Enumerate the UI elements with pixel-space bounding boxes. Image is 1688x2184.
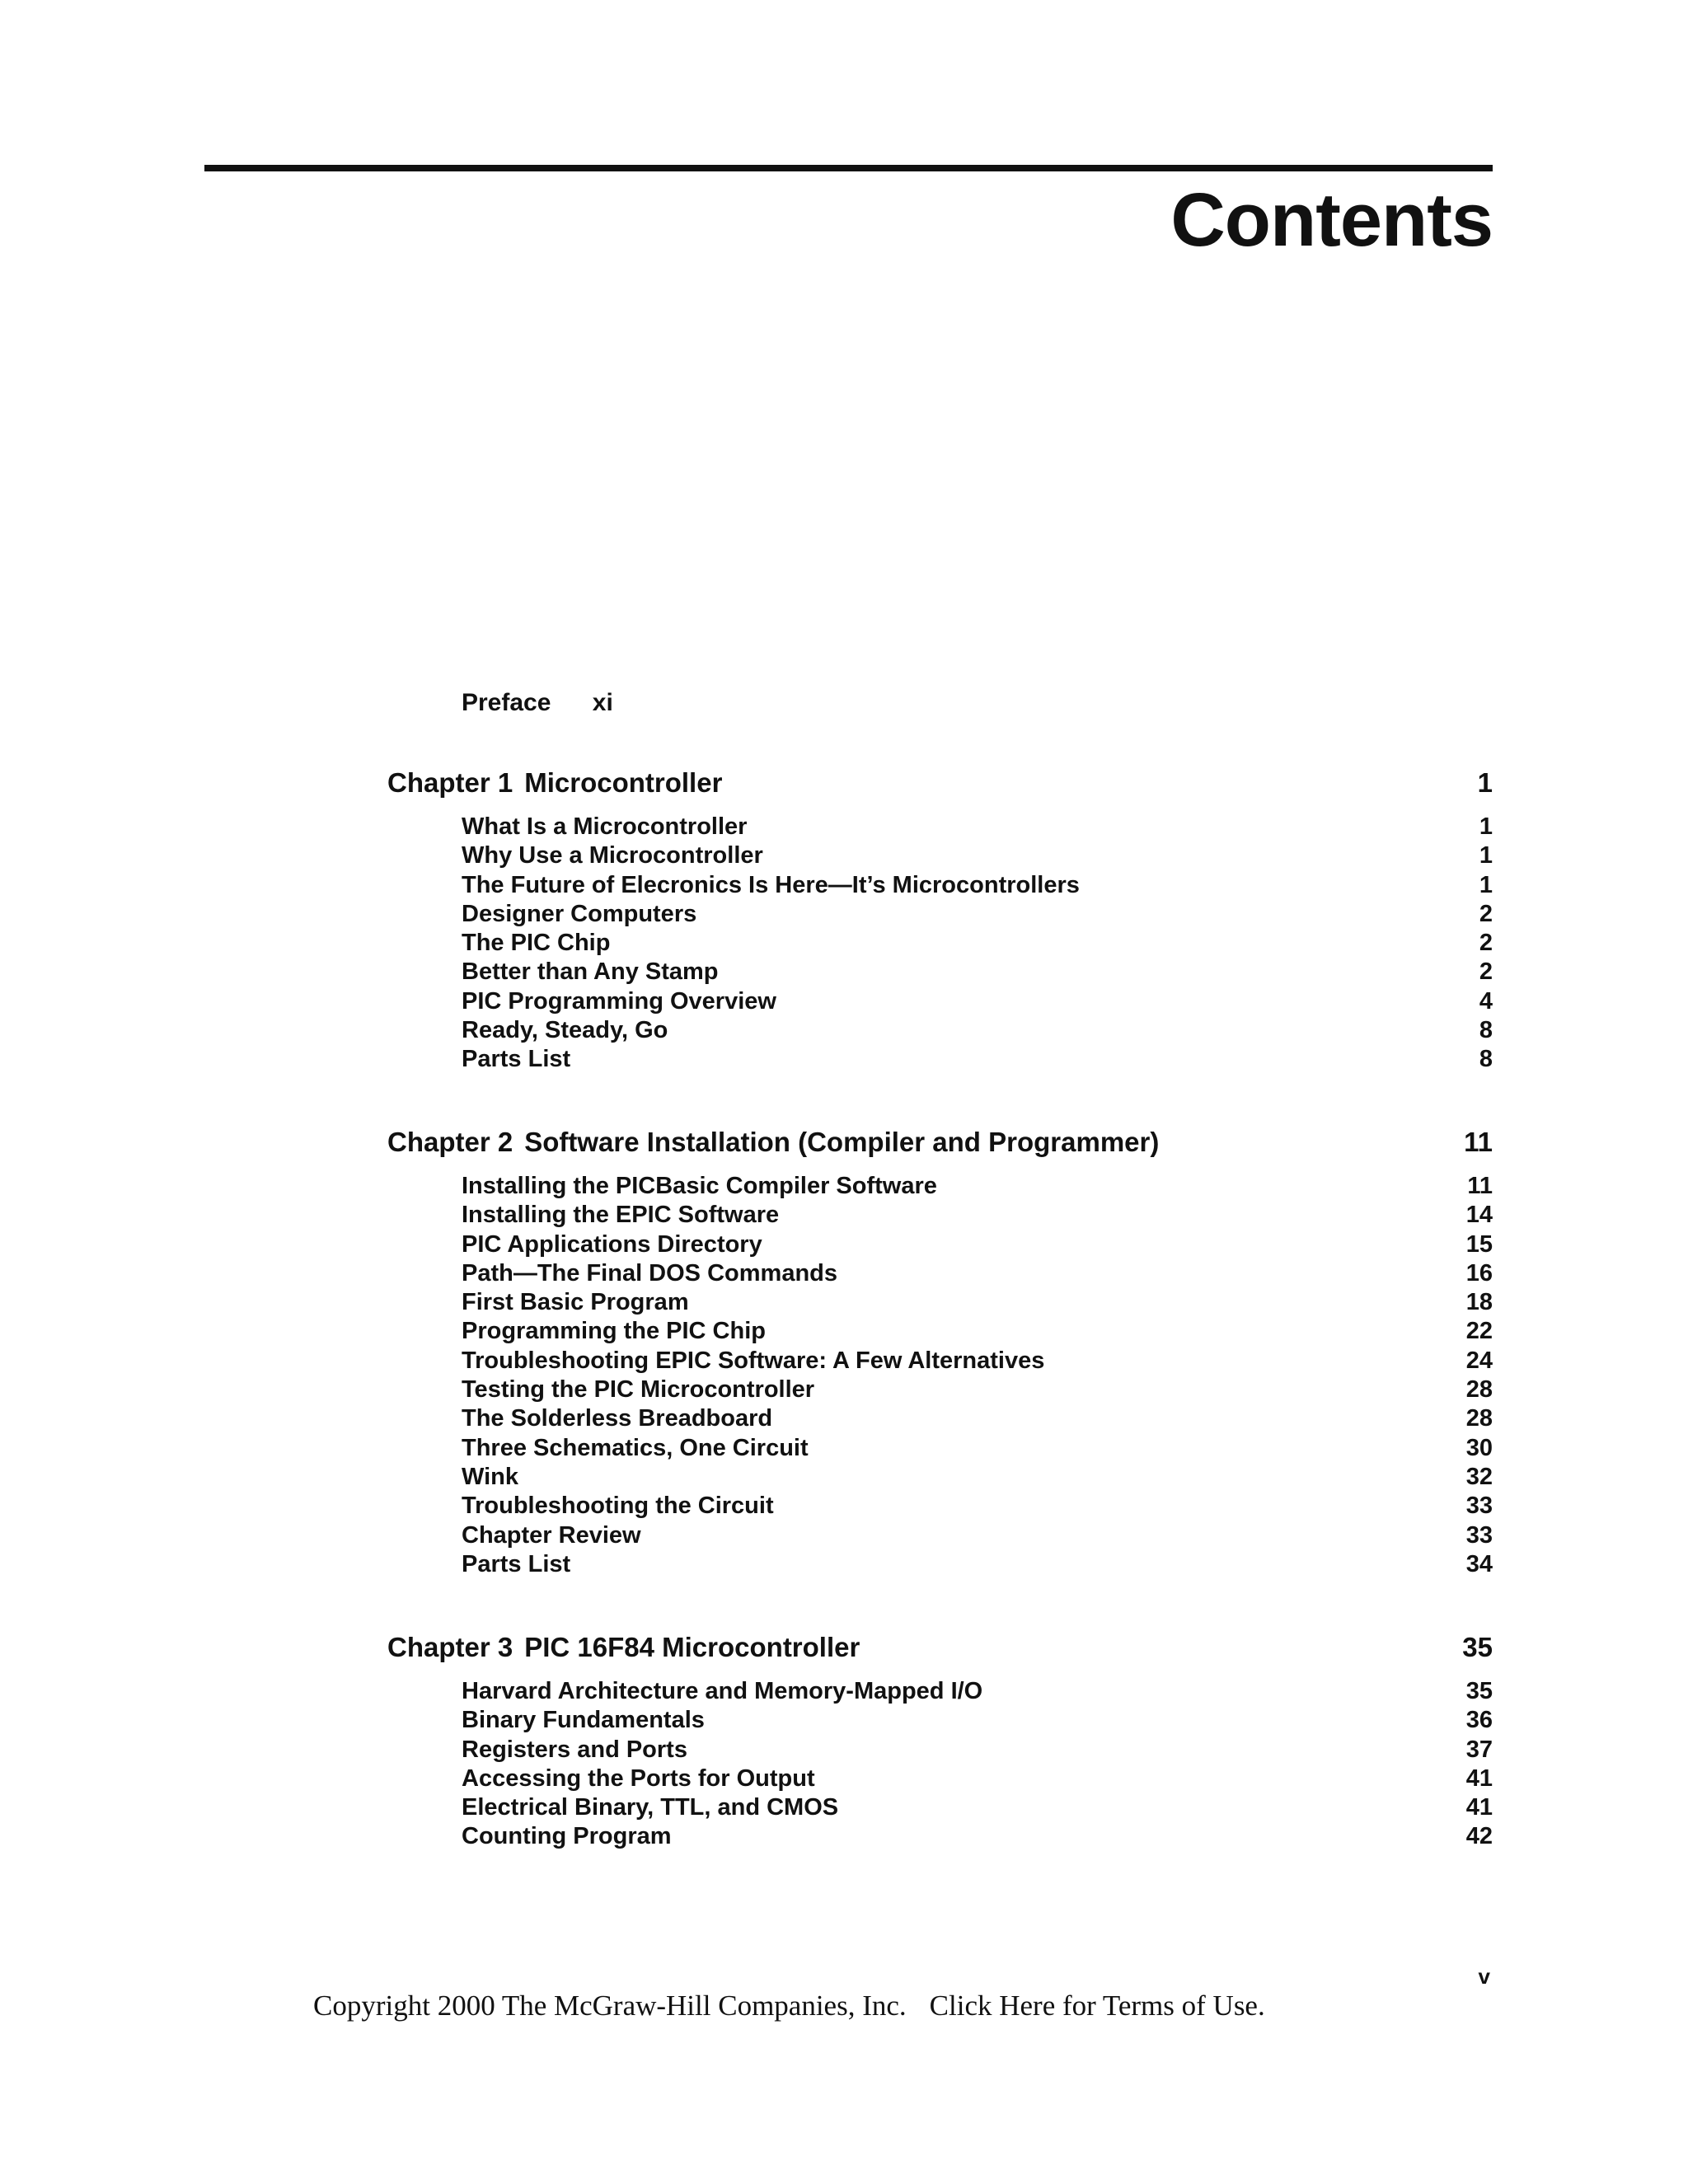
- preface-entry: [462, 688, 613, 718]
- entry-title: Testing the PIC Microcontroller: [462, 1376, 815, 1404]
- toc-entry: [462, 958, 1493, 987]
- toc-entry: [462, 1822, 1493, 1851]
- chapter-page-number: 1: [1477, 767, 1493, 798]
- page-folio: v: [1478, 1964, 1490, 1989]
- entry-page-number: 2: [1479, 958, 1493, 986]
- toc-entry: [462, 1677, 1493, 1706]
- toc-entry: [462, 1404, 1493, 1433]
- chapter-entries: [387, 1677, 1493, 1852]
- entry-page-number: 36: [1465, 1707, 1493, 1734]
- entry-title: The Solderless Breadboard: [462, 1405, 773, 1432]
- toc-entry: [462, 1201, 1493, 1230]
- toc-entry: [462, 1463, 1493, 1492]
- entry-page-number: 35: [1465, 1678, 1493, 1704]
- toc-entry: [462, 1376, 1493, 1404]
- entry-title: Installing the PICBasic Compiler Software: [462, 1173, 937, 1199]
- toc-entry: [462, 813, 1493, 841]
- entry-title: Path—The Final DOS Commands: [462, 1259, 837, 1286]
- entry-title: Designer Computers: [462, 900, 697, 927]
- chapter-number: Chapter 2: [387, 1127, 513, 1157]
- entry-page-number: 1: [1479, 871, 1493, 898]
- toc-entry: [462, 1793, 1493, 1822]
- chapter-1-section: [387, 765, 1493, 1075]
- entry-page-number: 24: [1465, 1347, 1493, 1374]
- toc-entry: [462, 1317, 1493, 1346]
- toc-entry: [462, 1259, 1493, 1288]
- toc-entry: [462, 1434, 1493, 1463]
- chapter-page-number: 11: [1464, 1127, 1493, 1157]
- entry-title: Accessing the Ports for Output: [462, 1765, 815, 1792]
- entry-page-number: 28: [1465, 1405, 1493, 1432]
- chapter-number: Chapter 3: [387, 1632, 513, 1662]
- page-title: Contents: [1170, 178, 1493, 262]
- toc-entry: [462, 900, 1493, 929]
- entry-page-number: 8: [1479, 1017, 1493, 1044]
- entry-page-number: 8: [1479, 1046, 1493, 1073]
- entry-page-number: 32: [1465, 1463, 1493, 1490]
- terms-of-use-link[interactable]: Click Here for Terms of Use.: [929, 1990, 1265, 2022]
- entry-title: The Future of Elecronics Is Here—It’s Microcontrollers: [462, 871, 1080, 898]
- chapter-page-number: 35: [1462, 1632, 1493, 1662]
- entry-title: Registers and Ports: [462, 1736, 687, 1763]
- entry-page-number: 11: [1467, 1173, 1493, 1199]
- chapter-number: Chapter 1: [387, 767, 513, 798]
- entry-title: First Basic Program: [462, 1289, 689, 1316]
- toc-entry: [462, 871, 1493, 900]
- toc-entry: [462, 987, 1493, 1016]
- entry-page-number: 15: [1465, 1230, 1493, 1258]
- entry-title: Three Schematics, One Circuit: [462, 1434, 809, 1461]
- entry-title: Wink: [462, 1463, 519, 1490]
- copyright-footer: [313, 1988, 1265, 2024]
- entry-page-number: 2: [1479, 900, 1493, 927]
- entry-title: Troubleshooting the Circuit: [462, 1493, 774, 1520]
- preface-label: Preface: [462, 689, 551, 716]
- chapter-2-section: [387, 1124, 1493, 1579]
- entry-title: Ready, Steady, Go: [462, 1017, 668, 1044]
- entry-page-number: 42: [1465, 1823, 1493, 1850]
- entry-page-number: 28: [1465, 1376, 1493, 1404]
- entry-page-number: 22: [1465, 1318, 1493, 1345]
- entry-title: PIC Programming Overview: [462, 987, 776, 1015]
- toc-entry: [462, 1347, 1493, 1376]
- entry-title: Parts List: [462, 1550, 571, 1577]
- toc-entry: [462, 1706, 1493, 1735]
- toc-entry: [462, 841, 1493, 870]
- entry-title: Chapter Review: [462, 1521, 641, 1549]
- chapter-heading: [387, 1124, 1493, 1160]
- chapter-heading: [387, 765, 1493, 801]
- toc-entry: [462, 1765, 1493, 1793]
- entry-page-number: 30: [1465, 1434, 1493, 1461]
- toc-entry: [462, 929, 1493, 958]
- toc-entry: [462, 1736, 1493, 1765]
- entry-title: Programming the PIC Chip: [462, 1318, 766, 1345]
- entry-page-number: 34: [1465, 1550, 1493, 1577]
- top-rule: [204, 165, 1493, 171]
- copyright-text: Copyright 2000 The McGraw-Hill Companies, Inc.: [313, 1990, 907, 2022]
- entry-page-number: 41: [1465, 1765, 1493, 1792]
- entry-title: PIC Applications Directory: [462, 1230, 762, 1258]
- toc-entry: [462, 1492, 1493, 1521]
- entry-title: Better than Any Stamp: [462, 958, 719, 986]
- entry-page-number: 1: [1479, 842, 1493, 869]
- entry-page-number: 2: [1479, 930, 1493, 957]
- chapter-entries: [387, 813, 1493, 1075]
- entry-page-number: 33: [1465, 1493, 1493, 1520]
- entry-title: Installing the EPIC Software: [462, 1202, 780, 1229]
- entry-page-number: 33: [1465, 1521, 1493, 1549]
- entry-title: The PIC Chip: [462, 930, 611, 957]
- entry-title: Electrical Binary, TTL, and CMOS: [462, 1794, 839, 1821]
- entry-page-number: 41: [1465, 1794, 1493, 1821]
- entry-title: Troubleshooting EPIC Software: A Few Alternatives: [462, 1347, 1045, 1374]
- entry-page-number: 14: [1465, 1202, 1493, 1229]
- chapter-heading: [387, 1629, 1493, 1666]
- toc-entry: [462, 1288, 1493, 1317]
- toc-entry: [462, 1230, 1493, 1259]
- chapter-3-section: [387, 1629, 1493, 1852]
- entry-title: Why Use a Microcontroller: [462, 842, 763, 869]
- chapter-entries: [387, 1172, 1493, 1579]
- entry-page-number: 37: [1465, 1736, 1493, 1763]
- entry-title: Harvard Architecture and Memory-Mapped I/O: [462, 1678, 983, 1704]
- entry-title: What Is a Microcontroller: [462, 813, 748, 840]
- entry-title: Binary Fundamentals: [462, 1707, 705, 1734]
- toc-entry: [462, 1521, 1493, 1550]
- entry-title: Counting Program: [462, 1823, 672, 1850]
- entry-page-number: 18: [1465, 1289, 1493, 1316]
- preface-page-number: xi: [592, 689, 613, 716]
- chapter-title: PIC 16F84 Microcontroller: [524, 1632, 860, 1662]
- toc-entry: [462, 1550, 1493, 1579]
- chapter-title: Software Installation (Compiler and Programmer): [524, 1127, 1160, 1157]
- entry-page-number: 1: [1479, 813, 1493, 840]
- chapter-title: Microcontroller: [524, 767, 723, 798]
- entry-page-number: 16: [1465, 1259, 1493, 1286]
- entry-title: Parts List: [462, 1046, 571, 1073]
- entry-page-number: 4: [1479, 987, 1493, 1015]
- toc-entry: [462, 1045, 1493, 1074]
- toc-entry: [462, 1172, 1493, 1201]
- toc-entry: [462, 1016, 1493, 1045]
